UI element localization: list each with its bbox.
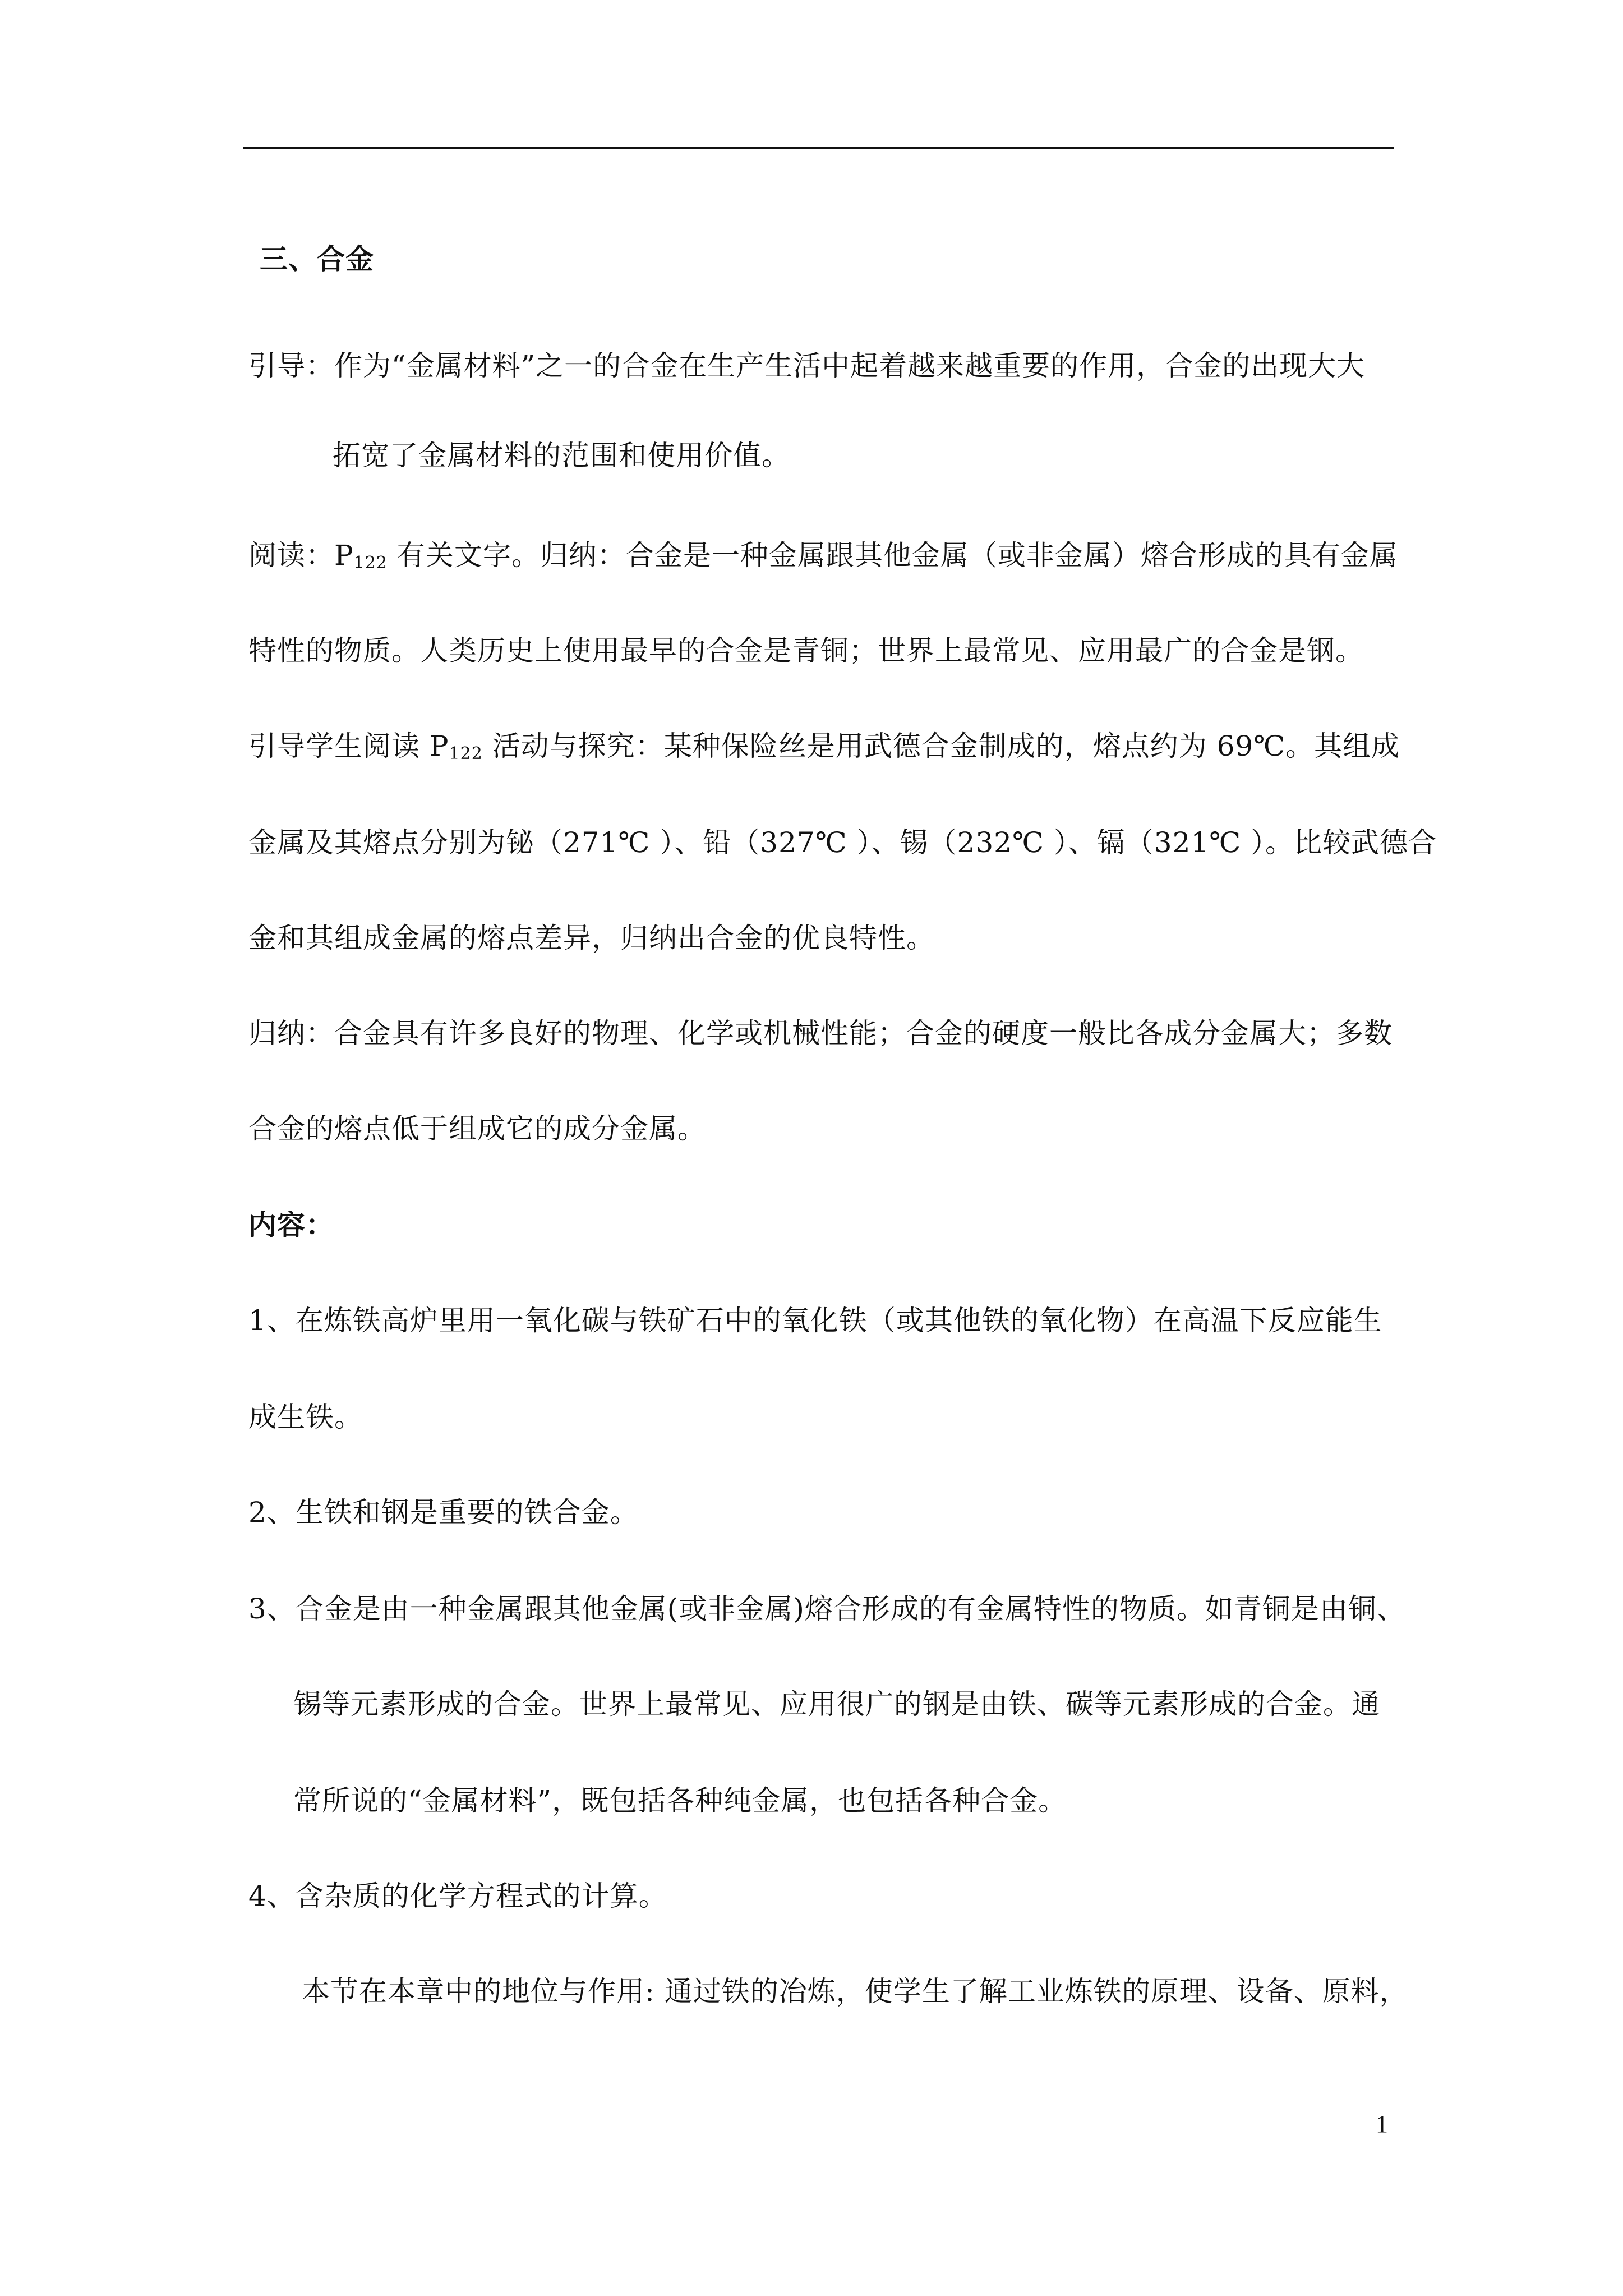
item-3-line-3: 常所说的“金属材料”，既包括各种纯金属，也包括各种合金。 <box>293 1784 1067 1817</box>
activity-prefix: 引导学生阅读 P <box>248 730 449 762</box>
guide-line-1: 引导：作为“金属材料”之一的合金在生产生活中起着越来越重要的作用，合金的出现大大 <box>248 349 1366 382</box>
reading-line-1 <box>248 537 1398 573</box>
activity-page-sub: 122 <box>449 744 483 763</box>
activity-line-1-rest: 活动与探究：某种保险丝是用武德合金制成的，熔点约为 69℃。其组成 <box>482 730 1400 762</box>
activity-line-1 <box>248 728 1400 764</box>
guide-line-2: 拓宽了金属材料的范围和使用价值。 <box>333 439 790 472</box>
activity-line-2: 金属及其熔点分别为铋（271℃ ）、铅（327℃ ）、锡（232℃ ）、镉（321℃ ）。比较武德合 <box>248 826 1437 859</box>
item-2: 2、生铁和钢是重要的铁合金。 <box>248 1496 639 1529</box>
item-3-line-1: 3、合金是由一种金属跟其他金属(或非金属)熔合形成的有金属特性的物质。如青铜是由铜、 <box>248 1593 1405 1625</box>
activity-line-3: 金和其组成金属的熔点差异，归纳出合金的优良特性。 <box>248 922 935 954</box>
item-1-line-2: 成生铁。 <box>248 1401 363 1433</box>
page-number: 1 <box>1376 2110 1388 2138</box>
section-title: 三、合金 <box>260 242 374 275</box>
reading-prefix: 阅读：P <box>248 539 354 572</box>
closing-paragraph: 本节在本章中的地位与作用: 通过铁的冶炼，使学生了解工业炼铁的原理、设备、原料， <box>302 1975 1408 2008</box>
summary-line-1: 归纳：合金具有许多良好的物理、化学或机械性能；合金的硬度一般比各成分金属大；多数 <box>248 1017 1393 1050</box>
summary-line-2: 合金的熔点低于组成它的成分金属。 <box>248 1112 706 1145</box>
reading-page-sub: 122 <box>353 553 388 573</box>
reading-line-1-rest: 有关文字。归纳：合金是一种金属跟其他金属（或非金属）熔合形成的具有金属 <box>387 539 1398 572</box>
item-1-line-1: 1、在炼铁高炉里用一氧化碳与铁矿石中的氧化铁（或其他铁的氧化物）在高温下反应能生 <box>248 1304 1382 1337</box>
header-rule <box>243 147 1394 149</box>
reading-line-2: 特性的物质。人类历史上使用最早的合金是青铜；世界上最常见、应用最广的合金是钢。 <box>248 634 1364 667</box>
item-4: 4、含杂质的化学方程式的计算。 <box>248 1880 667 1912</box>
item-3-line-2: 锡等元素形成的合金。世界上最常见、应用很广的钢是由铁、碳等元素形成的合金。通 <box>293 1688 1380 1720</box>
content-heading: 内容： <box>248 1208 334 1241</box>
